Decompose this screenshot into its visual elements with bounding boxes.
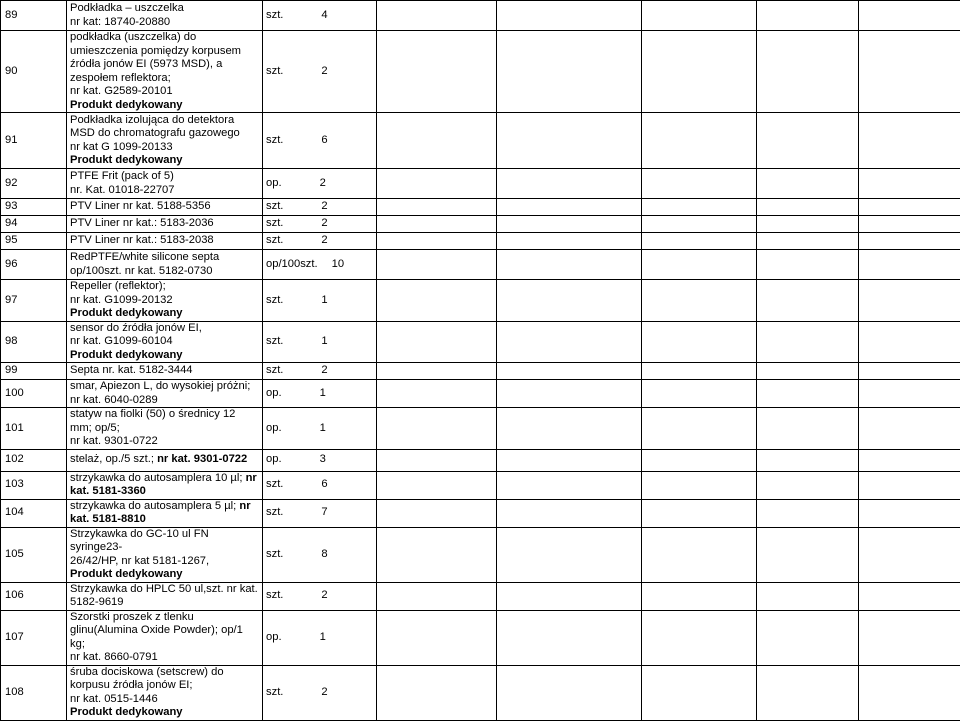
quantity: 8	[321, 548, 327, 562]
item-quantity	[263, 665, 377, 720]
description-line: nr kat. G2589-20101	[70, 85, 259, 99]
item-quantity	[263, 449, 377, 471]
item-description	[67, 363, 263, 380]
description-line: Produkt dedykowany	[70, 568, 259, 582]
empty-cell	[859, 610, 960, 665]
description-line: Podkładka izolująca do detektora	[70, 114, 259, 128]
empty-cell	[859, 582, 960, 610]
item-quantity	[263, 113, 377, 169]
description-line: Produkt dedykowany	[70, 99, 259, 113]
unit: szt.	[266, 65, 283, 77]
item-description	[67, 321, 263, 363]
empty-cell	[859, 665, 960, 720]
empty-cell	[377, 113, 497, 169]
unit: op/100szt.	[266, 258, 318, 270]
empty-cell	[642, 1, 757, 31]
description-line: glinu(Alumina Oxide Powder); op/1 kg;	[70, 624, 259, 651]
empty-cell	[859, 363, 960, 380]
quantity: 2	[321, 364, 327, 378]
description-line: smar, Apiezon L, do wysokiej próżni;	[70, 380, 259, 394]
description-line: zespołem reflektora;	[70, 72, 259, 86]
item-number: 98	[1, 321, 67, 363]
unit: szt.	[266, 478, 283, 490]
table-row	[1, 250, 960, 280]
item-number: 97	[1, 280, 67, 322]
description-line: PTFE Frit (pack of 5)	[70, 170, 259, 184]
item-description	[67, 499, 263, 527]
empty-cell	[377, 610, 497, 665]
empty-cell	[497, 527, 642, 582]
empty-cell	[642, 216, 757, 233]
empty-cell	[859, 1, 960, 31]
empty-cell	[642, 250, 757, 280]
item-description	[67, 471, 263, 499]
table-body	[1, 1, 960, 721]
unit: op.	[266, 631, 282, 643]
description-line: sensor do źródła jonów EI,	[70, 322, 259, 336]
empty-cell	[859, 408, 960, 450]
empty-cell	[757, 527, 859, 582]
empty-cell	[497, 31, 642, 113]
empty-cell	[757, 31, 859, 113]
item-quantity	[263, 216, 377, 233]
empty-cell	[757, 199, 859, 216]
description-line: op/100szt. nr kat. 5182-0730	[70, 265, 259, 279]
item-quantity	[263, 199, 377, 216]
empty-cell	[859, 449, 960, 471]
unit: szt.	[266, 200, 283, 212]
table-row	[1, 169, 960, 199]
description-line: Szorstki proszek z tlenku	[70, 611, 259, 625]
item-number: 95	[1, 233, 67, 250]
empty-cell	[757, 169, 859, 199]
unit: szt.	[266, 217, 283, 229]
item-description	[67, 233, 263, 250]
empty-cell	[377, 280, 497, 322]
empty-cell	[642, 280, 757, 322]
description-line: nr kat. G1099-60104	[70, 335, 259, 349]
empty-cell	[757, 582, 859, 610]
empty-cell	[642, 471, 757, 499]
item-quantity	[263, 408, 377, 450]
item-number: 89	[1, 1, 67, 31]
description-line: nr kat. G1099-20132	[70, 294, 259, 308]
empty-cell	[642, 449, 757, 471]
unit: szt.	[266, 548, 283, 560]
empty-cell	[757, 610, 859, 665]
description-line: nr kat. 8660-0791	[70, 651, 259, 665]
item-number: 105	[1, 527, 67, 582]
item-description	[67, 582, 263, 610]
item-description	[67, 199, 263, 216]
empty-cell	[497, 199, 642, 216]
empty-cell	[757, 250, 859, 280]
unit: szt.	[266, 294, 283, 306]
description-line: strzykawka do autosamplera 10 µl; nr	[70, 472, 259, 486]
quantity: 4	[321, 9, 327, 23]
table-row	[1, 233, 960, 250]
empty-cell	[497, 610, 642, 665]
empty-cell	[642, 610, 757, 665]
empty-cell	[377, 250, 497, 280]
empty-cell	[497, 113, 642, 169]
item-number: 101	[1, 408, 67, 450]
unit: op.	[266, 453, 282, 465]
empty-cell	[497, 280, 642, 322]
unit: szt.	[266, 364, 283, 376]
empty-cell	[497, 250, 642, 280]
table-row	[1, 280, 960, 322]
description-line: Repeller (reflektor);	[70, 280, 259, 294]
item-quantity	[263, 1, 377, 31]
description-line: nr. Kat. 01018-22707	[70, 184, 259, 198]
item-quantity	[263, 31, 377, 113]
empty-cell	[757, 321, 859, 363]
empty-cell	[757, 233, 859, 250]
item-description	[67, 113, 263, 169]
empty-cell	[859, 31, 960, 113]
table-row	[1, 216, 960, 233]
description-line: Produkt dedykowany	[70, 706, 259, 720]
item-quantity	[263, 380, 377, 408]
item-number: 94	[1, 216, 67, 233]
description-line: nr kat G 1099-20133	[70, 141, 259, 155]
empty-cell	[377, 499, 497, 527]
item-number: 103	[1, 471, 67, 499]
empty-cell	[497, 380, 642, 408]
empty-cell	[377, 199, 497, 216]
empty-cell	[757, 363, 859, 380]
item-description	[67, 527, 263, 582]
item-quantity	[263, 169, 377, 199]
empty-cell	[859, 169, 960, 199]
description-line: Strzykawka do GC-10 ul FN syringe23-	[70, 528, 259, 555]
item-number: 99	[1, 363, 67, 380]
item-description	[67, 250, 263, 280]
table-row	[1, 408, 960, 450]
quantity: 2	[321, 65, 327, 79]
item-number: 102	[1, 449, 67, 471]
description-line: Podkładka – uszczelka	[70, 2, 259, 16]
unit: szt.	[266, 335, 283, 347]
description-line: nr kat. 6040-0289	[70, 394, 259, 408]
item-description	[67, 216, 263, 233]
quantity: 1	[320, 422, 326, 436]
empty-cell	[642, 499, 757, 527]
table-row	[1, 1, 960, 31]
quantity: 2	[321, 217, 327, 231]
empty-cell	[859, 216, 960, 233]
item-description	[67, 408, 263, 450]
description-line: podkładka (uszczelka) do	[70, 31, 259, 45]
item-description	[67, 1, 263, 31]
unit: szt.	[266, 234, 283, 246]
empty-cell	[497, 665, 642, 720]
unit: op.	[266, 387, 282, 399]
item-quantity	[263, 499, 377, 527]
empty-cell	[377, 233, 497, 250]
empty-cell	[757, 280, 859, 322]
empty-cell	[859, 233, 960, 250]
table-row	[1, 610, 960, 665]
quantity: 10	[332, 258, 344, 272]
quantity: 2	[321, 686, 327, 700]
description-line: korpusu źródła jonów EI;	[70, 679, 259, 693]
empty-cell	[859, 321, 960, 363]
empty-cell	[497, 233, 642, 250]
item-number: 91	[1, 113, 67, 169]
empty-cell	[859, 527, 960, 582]
item-quantity	[263, 321, 377, 363]
empty-cell	[377, 216, 497, 233]
item-number: 107	[1, 610, 67, 665]
item-description	[67, 280, 263, 322]
item-number: 104	[1, 499, 67, 527]
empty-cell	[757, 449, 859, 471]
item-number: 90	[1, 31, 67, 113]
description-line: kat. 5181-8810	[70, 513, 259, 527]
quantity: 1	[321, 294, 327, 308]
description-line: umieszczenia pomiędzy korpusem	[70, 45, 259, 59]
empty-cell	[497, 449, 642, 471]
item-quantity	[263, 527, 377, 582]
item-quantity	[263, 250, 377, 280]
item-description	[67, 31, 263, 113]
empty-cell	[642, 199, 757, 216]
empty-cell	[377, 665, 497, 720]
empty-cell	[642, 380, 757, 408]
description-line: śruba dociskowa (setscrew) do	[70, 666, 259, 680]
quantity: 2	[321, 589, 327, 603]
item-number: 96	[1, 250, 67, 280]
description-line: nr kat. 9301-0722	[70, 435, 259, 449]
empty-cell	[497, 582, 642, 610]
quantity: 1	[320, 387, 326, 401]
quantity: 2	[321, 200, 327, 214]
table-row	[1, 321, 960, 363]
unit: szt.	[266, 134, 283, 146]
empty-cell	[377, 321, 497, 363]
quantity: 1	[321, 335, 327, 349]
item-number: 92	[1, 169, 67, 199]
empty-cell	[859, 199, 960, 216]
description-line: RedPTFE/white silicone septa	[70, 251, 259, 265]
description-line: statyw na fiolki (50) o średnicy 12	[70, 408, 259, 422]
empty-cell	[377, 449, 497, 471]
empty-cell	[377, 1, 497, 31]
quantity: 2	[321, 234, 327, 248]
description-line: Produkt dedykowany	[70, 154, 259, 168]
item-quantity	[263, 582, 377, 610]
table-row	[1, 449, 960, 471]
quantity: 6	[321, 134, 327, 148]
description-line: Produkt dedykowany	[70, 349, 259, 363]
table-row	[1, 499, 960, 527]
table-row	[1, 471, 960, 499]
item-number: 108	[1, 665, 67, 720]
empty-cell	[757, 499, 859, 527]
empty-cell	[642, 665, 757, 720]
description-line: Strzykawka do HPLC 50 ul,szt. nr kat.	[70, 583, 259, 597]
description-line: nr kat. 0515-1446	[70, 693, 259, 707]
description-line: nr kat: 18740-20880	[70, 16, 259, 30]
empty-cell	[497, 363, 642, 380]
description-line: mm; op/5;	[70, 422, 259, 436]
item-number: 106	[1, 582, 67, 610]
empty-cell	[497, 169, 642, 199]
empty-cell	[757, 408, 859, 450]
unit: szt.	[266, 686, 283, 698]
empty-cell	[642, 363, 757, 380]
empty-cell	[642, 169, 757, 199]
table-row	[1, 527, 960, 582]
description-line: MSD do chromatografu gazowego	[70, 127, 259, 141]
item-description	[67, 665, 263, 720]
empty-cell	[497, 471, 642, 499]
description-line: źródła jonów EI (5973 MSD), a	[70, 58, 259, 72]
empty-cell	[497, 499, 642, 527]
empty-cell	[377, 363, 497, 380]
empty-cell	[642, 582, 757, 610]
empty-cell	[377, 471, 497, 499]
item-description	[67, 449, 263, 471]
table-row	[1, 199, 960, 216]
description-line: strzykawka do autosamplera 5 µl; nr	[70, 500, 259, 514]
description-line: PTV Liner nr kat.: 5183-2038	[70, 234, 259, 248]
item-description	[67, 610, 263, 665]
empty-cell	[377, 31, 497, 113]
item-quantity	[263, 280, 377, 322]
empty-cell	[757, 380, 859, 408]
description-line: stelaż, op./5 szt.; nr kat. 9301-0722	[70, 453, 259, 467]
quantity: 7	[321, 506, 327, 520]
empty-cell	[377, 582, 497, 610]
empty-cell	[642, 233, 757, 250]
empty-cell	[859, 499, 960, 527]
quantity: 3	[320, 453, 326, 467]
empty-cell	[497, 216, 642, 233]
description-line: PTV Liner nr kat.: 5183-2036	[70, 217, 259, 231]
empty-cell	[642, 321, 757, 363]
empty-cell	[642, 408, 757, 450]
item-quantity	[263, 233, 377, 250]
table-row	[1, 665, 960, 720]
unit: szt.	[266, 506, 283, 518]
empty-cell	[377, 527, 497, 582]
quantity: 1	[320, 631, 326, 645]
description-line: Septa nr. kat. 5182-3444	[70, 364, 259, 378]
description-line: Produkt dedykowany	[70, 307, 259, 321]
description-line: 26/42/HP, nr kat 5181-1267,	[70, 555, 259, 569]
empty-cell	[642, 527, 757, 582]
table-row	[1, 31, 960, 113]
empty-cell	[497, 321, 642, 363]
empty-cell	[642, 113, 757, 169]
item-number: 100	[1, 380, 67, 408]
empty-cell	[859, 113, 960, 169]
empty-cell	[377, 380, 497, 408]
unit: szt.	[266, 589, 283, 601]
empty-cell	[497, 1, 642, 31]
item-quantity	[263, 363, 377, 380]
empty-cell	[757, 471, 859, 499]
unit: op.	[266, 177, 282, 189]
empty-cell	[859, 280, 960, 322]
table-row	[1, 363, 960, 380]
empty-cell	[757, 1, 859, 31]
empty-cell	[859, 380, 960, 408]
item-quantity	[263, 471, 377, 499]
table-row	[1, 380, 960, 408]
description-line: 5182-9619	[70, 596, 259, 610]
item-description	[67, 169, 263, 199]
empty-cell	[757, 665, 859, 720]
quantity: 2	[320, 177, 326, 191]
empty-cell	[642, 31, 757, 113]
unit: op.	[266, 422, 282, 434]
empty-cell	[377, 169, 497, 199]
empty-cell	[377, 408, 497, 450]
description-line: PTV Liner nr kat. 5188-5356	[70, 200, 259, 214]
empty-cell	[497, 408, 642, 450]
quantity: 6	[321, 478, 327, 492]
empty-cell	[859, 471, 960, 499]
table-row	[1, 582, 960, 610]
empty-cell	[757, 216, 859, 233]
description-line: kat. 5181-3360	[70, 485, 259, 499]
item-description	[67, 380, 263, 408]
empty-cell	[757, 113, 859, 169]
item-quantity	[263, 610, 377, 665]
empty-cell	[859, 250, 960, 280]
unit: szt.	[266, 9, 283, 21]
item-number: 93	[1, 199, 67, 216]
table-row	[1, 113, 960, 169]
